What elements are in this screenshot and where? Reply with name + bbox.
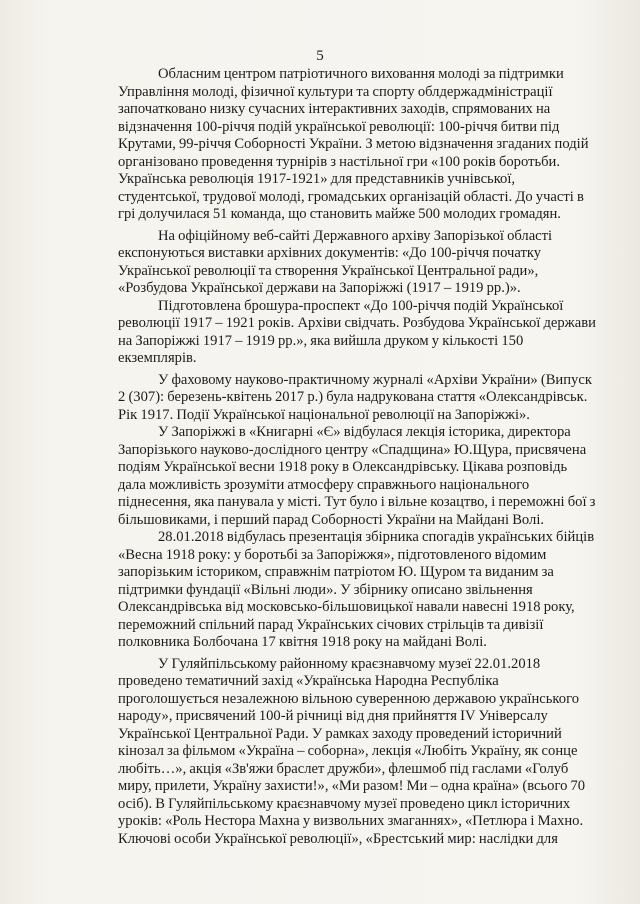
text-line: У Запоріжжі в «Книгарні «Є» відбулася лекція історика, директора <box>158 424 571 440</box>
page-number: 5 <box>316 48 324 64</box>
text-line: грі долучилася 51 команда, що становить майже 500 молодих громадян. <box>118 206 561 222</box>
text-line: осіб). В Гуляйпільському краєзнавчому музеї проведено цикл історичних <box>118 795 571 812</box>
text-line: більшовиками, і перший парад Соборності України на Майдані Волі. <box>118 511 545 528</box>
text-line: подіям Української весни 1918 року в Олександрівську. Цікава розповідь <box>118 459 568 475</box>
text-line: Олександрівська від московсько-більшовицької навали навесні 1918 року, <box>118 599 575 615</box>
text-line: Українська революція 1917-1921» для представників учнівської, <box>118 171 516 187</box>
text-line: екземплярів. <box>118 350 197 366</box>
text-line: Рік 1917. Події Української національної революції на Запоріжжі». <box>118 406 530 423</box>
text-line: революції 1917 – 1921 років. Архіви свідчать. Розбудова Української держави <box>118 315 596 331</box>
text-line: «Весна 1918 року: у боротьбі за Запоріжжя», підготовленого відомим <box>118 546 547 563</box>
text-line: запорізьким істориком, справжнім патріотом Ю. Щуром та виданим за <box>118 564 554 580</box>
text-line: кінозал за фільмом «Україна – соборна», лекція «Любіть Україну, як сонце <box>118 743 578 759</box>
paragraph-1 <box>118 66 638 224</box>
text-line: Української революції та створення Української Центральної ради», <box>118 262 539 279</box>
paragraph-2 <box>118 228 638 298</box>
text-line: Підготовлена брошура-проспект «До 100-річчя подій Української <box>158 297 564 314</box>
text-line: експонуються виставки архівних документів: «До 100-річчя початку <box>118 245 542 261</box>
text-line: Крутами, 99-річчя Соборності України. З метою відзначення згаданих подій <box>118 136 589 152</box>
text-line: У Гуляйпільському районному краєзнавчому музеї 22.01.2018 <box>158 655 541 672</box>
text-line: Запорізького науково-дослідного центру «Спадщина» Ю.Щура, присвячена <box>118 441 587 458</box>
text-line: миру, прилети, Україну захисти!», «Ми разом! Ми – одна країна» (всього 70 <box>118 778 586 794</box>
text-line: 2 (307): березень-квітень 2017 р.) була надрукована стаття «Олександрівськ. <box>118 389 588 405</box>
text-line: проголошується незалежною вільною суверенною державою українського <box>118 690 579 707</box>
paragraph-7 <box>118 656 638 849</box>
text-line: проведено тематичний захід «Українська Народна Республіка <box>118 673 499 689</box>
text-line: народу», присвячений 100-й річниці від дня прийняття IV Універсалу <box>118 708 548 724</box>
text-line: піднесення, яка панувала у місті. Тут було і вільне козацтво, і переможні бої з <box>118 494 596 510</box>
text-line: переможний спільний парад Українських січових стрільців та дивізії <box>118 616 544 633</box>
text-line: відзначення 100-річчя подій української революції: 100-річчя битви під <box>118 118 560 135</box>
text-line: любіть…», акція «Зв'яжи браслет дружби», флешмоб під гаслами «Голуб <box>118 760 569 777</box>
paragraph-4 <box>118 372 638 425</box>
text-line: «Розбудова Української держави на Запоріжжі (1917 – 1919 рр.)». <box>118 280 521 296</box>
text-line: На офіційному веб-сайті Державного архіву Запорізької області <box>158 227 553 244</box>
paragraph-3 <box>118 298 638 368</box>
text-line: уроків: «Роль Нестора Махна у визвольних змаганнях», «Петлюра і Махно. <box>118 813 584 829</box>
text-line: підтримки фундації «Вільні люди». У збірнику описано звільнення <box>118 581 533 598</box>
text-line: дала можливість зрозуміти атмосферу справжнього національного <box>118 476 530 493</box>
text-line: Української Центральної Ради. У рамках заходу проведений історичний <box>118 725 562 742</box>
text-line: започатковано низку сучасних інтерактивних заходів, спрямованих на <box>118 101 551 117</box>
paragraph-5 <box>118 424 638 529</box>
text-line: 28.01.2018 відбулась презентація збірника спогадів українських бійців <box>158 529 595 545</box>
text-line: Обласним центром патріотичного виховання молоді за підтримки <box>158 66 564 82</box>
text-line: Управління молоді, фізичної культури та спорту облдержадміністрації <box>118 83 553 100</box>
text-line: У фаховому науково-практичному журналі «Архіви України» (Випуск <box>158 371 592 388</box>
text-line: студентської, трудової молоді, громадських організацій області. До участі в <box>118 188 584 205</box>
text-line: організовано проведення турнірів з настільної гри «100 років боротьби. <box>118 153 560 170</box>
paragraph-6 <box>118 529 638 652</box>
body-text <box>118 66 638 848</box>
text-line: на Запоріжжі 1917 – 1919 рр.», яка вийшла друком у кількості 150 <box>118 332 524 349</box>
text-line: полковника Болбочана 17 квітня 1918 року на майдані Волі. <box>118 634 487 650</box>
text-line: Ключові особи Української революції», «Брестський мир: наслідки для <box>118 830 558 847</box>
